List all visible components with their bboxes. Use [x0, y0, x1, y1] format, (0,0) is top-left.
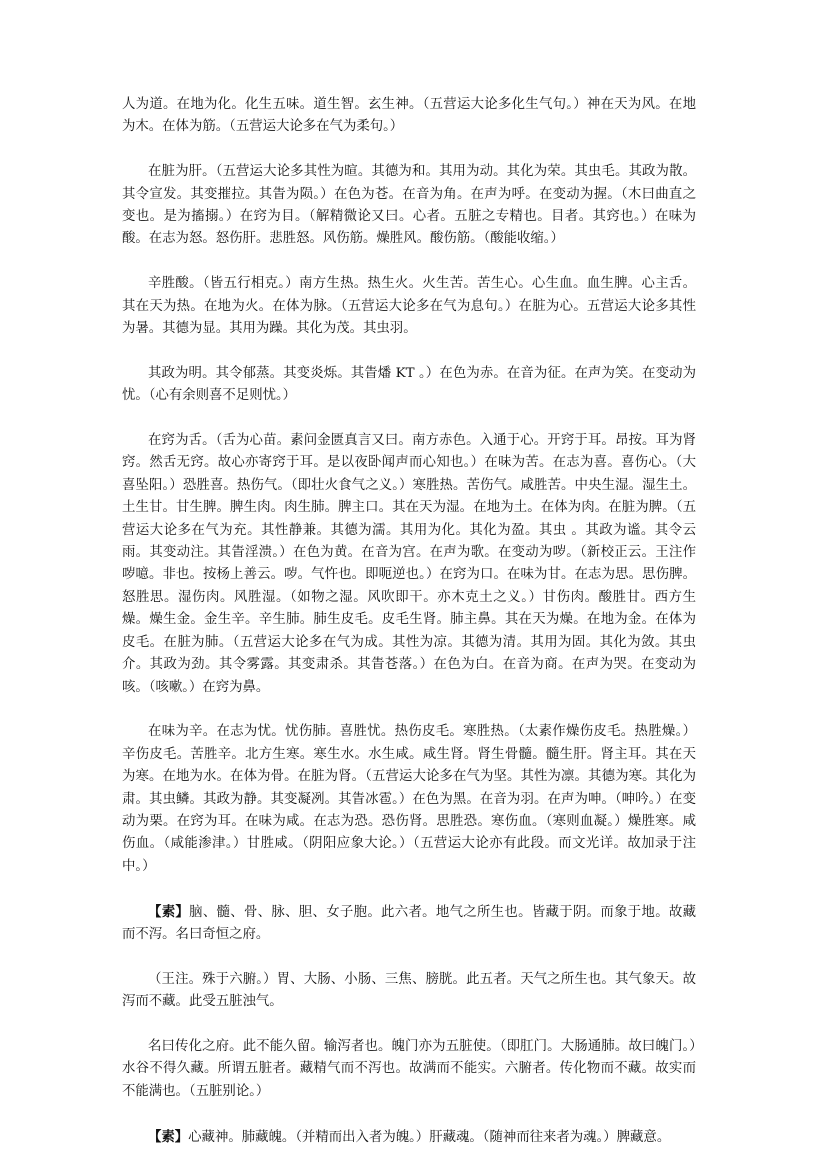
paragraph-text: 脑、髓、骨、脉、胆、女子胞。此六者。地气之所生也。皆藏于阴。而象于地。故藏而不泻。名曰奇恒之府。 — [122, 904, 696, 942]
paragraph-text: （王注。殊于六腑。）胃、大肠、小肠、三焦、膀胱。此五者。天气之所生也。其气象天。故泻而不藏。此受五脏浊气。 — [122, 971, 696, 1010]
paragraph-8 — [122, 969, 696, 1014]
paragraph-7 — [122, 901, 696, 947]
paragraph-text: 辛胜酸。（皆五行相克。）南方生热。热生火。火生苦。苦生心。心生血。血生脾。心主舌。其在天为热。在地为火。在体为脉。（五营运大论多在气为息句。）在脏为心。五营运大论多其性为暑。其德为显。其用为躁。其化为茂。其虫羽。 — [122, 276, 696, 337]
paragraph-6 — [122, 721, 696, 878]
paragraph-text: 在脏为肝。（五营运大论多其性为暄。其德为和。其用为动。其化为荣。其虫毛。其政为散。其令宣发。其变摧拉。其眚为陨。）在色为苍。在音为角。在声为呼。在变动为握。（木曰曲直之变也。是为搐搦。）在窍为目。（解精微论又曰。心者。五脏之专精也。目者。其窍也。）在味为酸。在志为怒。怒伤肝。悲胜怒。风伤筋。燥胜风。酸伤筋。（酸能收缩。） — [122, 164, 696, 247]
paragraph-text: 在窍为舌。（舌为心苗。素问金匮真言又曰。南方赤色。入通于心。开窍于耳。昂按。耳为肾窍。然舌无窍。故心亦寄窍于耳。是以夜卧闻声而心知也。）在味为苦。在志为喜。喜伤心。（大喜坠阳。）恐胜喜。热伤气。（即壮火食气之义。）寒胜热。苦伤气。咸胜苦。中央生湿。湿生土。土生甘。甘生脾。脾生肉。肉生肺。脾主口。其在天为湿。在地为土。在体为肉。在脏为脾。（五营运大论多在气为充。其性静兼。其德为濡。其用为化。其化为盈。其虫 。其政为谧。其令云雨。其变动注。其眚淫溃。）在色为黄。在音为宫。在声为歌。在变动为哕。（新校正云。王注作哕噫。非也。按杨上善云。哕。气忤也。即呃逆也。）在窍为口。在味为甘。在志为思。思伤脾。怒胜思。湿伤肉。风胜湿。（如物之湿。风吹即干。亦木克土之义。）甘伤肉。酸胜甘。西方生燥。燥生金。金生辛。辛生肺。肺生皮毛。皮毛生肾。肺主鼻。其在天为燥。在地为金。在体为皮毛。在脏为肺。（五营运大论多在气为成。其性为凉。其德为清。其用为固。其化为敛。其虫介。其政为劲。其令雾露。其变肃杀。其眚苍落。）在色为白。在音为商。在声为哭。在变动为咳。（咳嗽。）在窍为鼻。 — [122, 433, 696, 695]
paragraph-9 — [122, 1036, 696, 1103]
paragraph-5 — [122, 430, 696, 699]
section-label: 【素】 — [148, 903, 190, 920]
paragraph-text: 其政为明。其令郁蒸。其变炎烁。其眚燔 KT 。）在色为赤。在音为征。在声为笑。在变动为忧。（心有余则喜不足则忧。） — [122, 365, 696, 404]
paragraph-10 — [122, 1126, 696, 1149]
paragraph-4 — [122, 363, 696, 408]
section-label: 【素】 — [148, 1128, 189, 1145]
paragraph-3 — [122, 273, 696, 340]
paragraph-text: 名曰传化之府。此不能久留。输泻者也。魄门亦为五脏使。（即肛门。大肠通肺。故曰魄门。）水谷不得久藏。所谓五脏者。藏精气而不泻也。故满而不能实。六腑者。传化物而不藏。故实而不能满也。（五脏别论。） — [122, 1038, 696, 1099]
paragraph-text: 心藏神。肺藏魄。（并精而出入者为魄。）肝藏魂。（随神而往来者为魂。）脾藏意。 — [188, 1129, 671, 1145]
paragraph-text: 人为道。在地为化。化生五味。道生智。玄生神。（五营运大论多化生气句。）神在天为风。在地为木。在体为筋。（五营运大论多在气为柔句。） — [122, 97, 696, 135]
paragraph-2 — [122, 161, 696, 251]
paragraph-1 — [122, 94, 696, 139]
paragraph-text: 在味为辛。在志为忧。忧伤肺。喜胜忧。热伤皮毛。寒胜热。（太素作燥伤皮毛。热胜燥。）辛伤皮毛。苦胜辛。北方生寒。寒生水。水生咸。咸生肾。肾生骨髓。髓生肝。肾主耳。其在天为寒。在地为水。在体为骨。在脏为肾。（五营运大论多在气为坚。其性为凛。其德为寒。其化为肃。其虫鳞。其政为静。其变凝冽。其眚冰雹。）在色为黑。在音为羽。在声为呻。（呻吟。）在变动为栗。在窍为耳。在味为咸。在志为恐。恐伤肾。思胜恐。寒伤血。（寒则血凝。）燥胜寒。咸伤血。（咸能渗津。）甘胜咸。（阴阳应象大论。）（五营运大论亦有此段。而文光详。故加录于注中。） — [122, 724, 696, 874]
